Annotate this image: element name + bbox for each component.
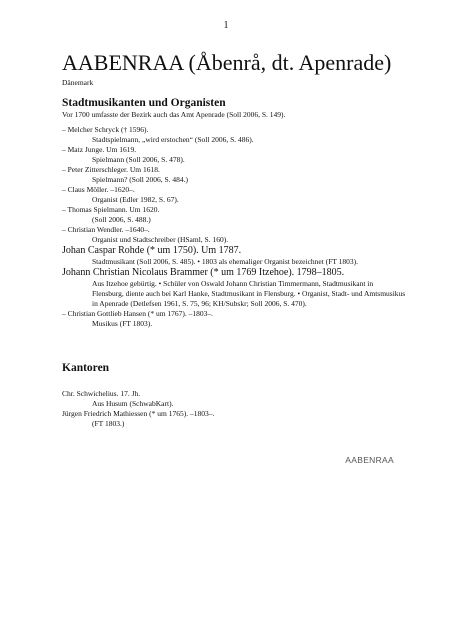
entry-detail: Organist (Edler 1982, S. 67). [92, 195, 179, 204]
entry-name: – Claus Möller. –1620–. [62, 185, 135, 194]
entry-detail: Spielmann? (Soll 2006, S. 484.) [92, 175, 189, 184]
section-stadtmusikanten [62, 96, 430, 120]
country-label: Dänemark [62, 78, 94, 87]
entry [62, 205, 430, 225]
entry-name: Chr. Schwichelius. 17. Jh. [62, 389, 141, 398]
entry-name: – Melcher Schryck († 1596). [62, 125, 149, 134]
entry-detail: Stadtspielmann, „wird erstochen“ (Soll 2006, S. 486). [92, 135, 254, 144]
entry-name: Johan Caspar Rohde (* um 1750). Um 1787. [62, 245, 242, 256]
entry [62, 267, 430, 309]
entry-name: – Thomas Spielmann. Um 1620. [62, 205, 160, 214]
entry-name: – Peter Zitterschleger. Um 1618. [62, 165, 160, 174]
section-heading: Stadtmusikanten und Organisten [62, 97, 226, 109]
running-footer: AABENRAA [345, 455, 394, 465]
entry [62, 165, 430, 185]
section-intro: Vor 1700 umfasste der Bezirk auch das Amt Apenrade (Soll 2006, S. 149). [62, 110, 286, 119]
entry [62, 145, 430, 165]
entry [62, 125, 430, 145]
entry-list [62, 125, 430, 329]
entry [62, 245, 430, 267]
entry-name: Johann Christian Nicolaus Brammer (* um 1769 Itzehoe). 1798–1805. [62, 267, 345, 278]
entry-name: Jürgen Friedrich Mathiessen (* um 1765). –1803–. [62, 409, 215, 418]
entry-name: – Matz Junge. Um 1619. [62, 145, 137, 154]
entry-detail: Spielmann (Soll 2006, S. 478). [92, 155, 185, 164]
entry-name: – Christian Gottlieb Hansen (* um 1767). –1803–. [62, 309, 214, 318]
entry-detail: Musikus (FT 1803). [92, 319, 153, 328]
entry-detail: Flensburg, diente auch bei Karl Hanke, Stadtmusikant in Flensburg. • Organist, Stadt- und Amtsmusikus [92, 289, 406, 298]
entry-detail: (Soll 2006, S. 488.) [92, 215, 151, 224]
entry-detail: Organist und Stadtschreiber (HSaml, S. 160). [92, 235, 229, 244]
page-number: 1 [223, 20, 229, 31]
entry-name: – Christian Wendler. –1640–. [62, 225, 150, 234]
entry-detail: (FT 1803.) [92, 419, 125, 428]
section-heading: Kantoren [62, 362, 110, 374]
kantoren-list [62, 389, 430, 429]
entry [62, 309, 430, 329]
page-title: AABENRAA (Åbenrå, dt. Apenrade) [62, 50, 392, 75]
entry [62, 225, 430, 245]
entry-detail: Aus Itzehoe gebürtig. • Schüler von Oswald Johann Christian Timmermann, Stadtmusikant in [92, 279, 374, 288]
entry [62, 185, 430, 205]
entry-detail: Aus Husum (SchwabKart). [92, 399, 174, 408]
entry-detail: Stadtmusikant (Soll 2006, S. 485). • 1803 als ehemaliger Organist bezeichnet (FT 1803). [92, 257, 359, 266]
section-kantoren [62, 361, 430, 375]
entry-detail: in Apenrade (Detlefsen 1961, S. 75, 96; KH/Subskr; Soll 2006, S. 470). [92, 299, 307, 308]
